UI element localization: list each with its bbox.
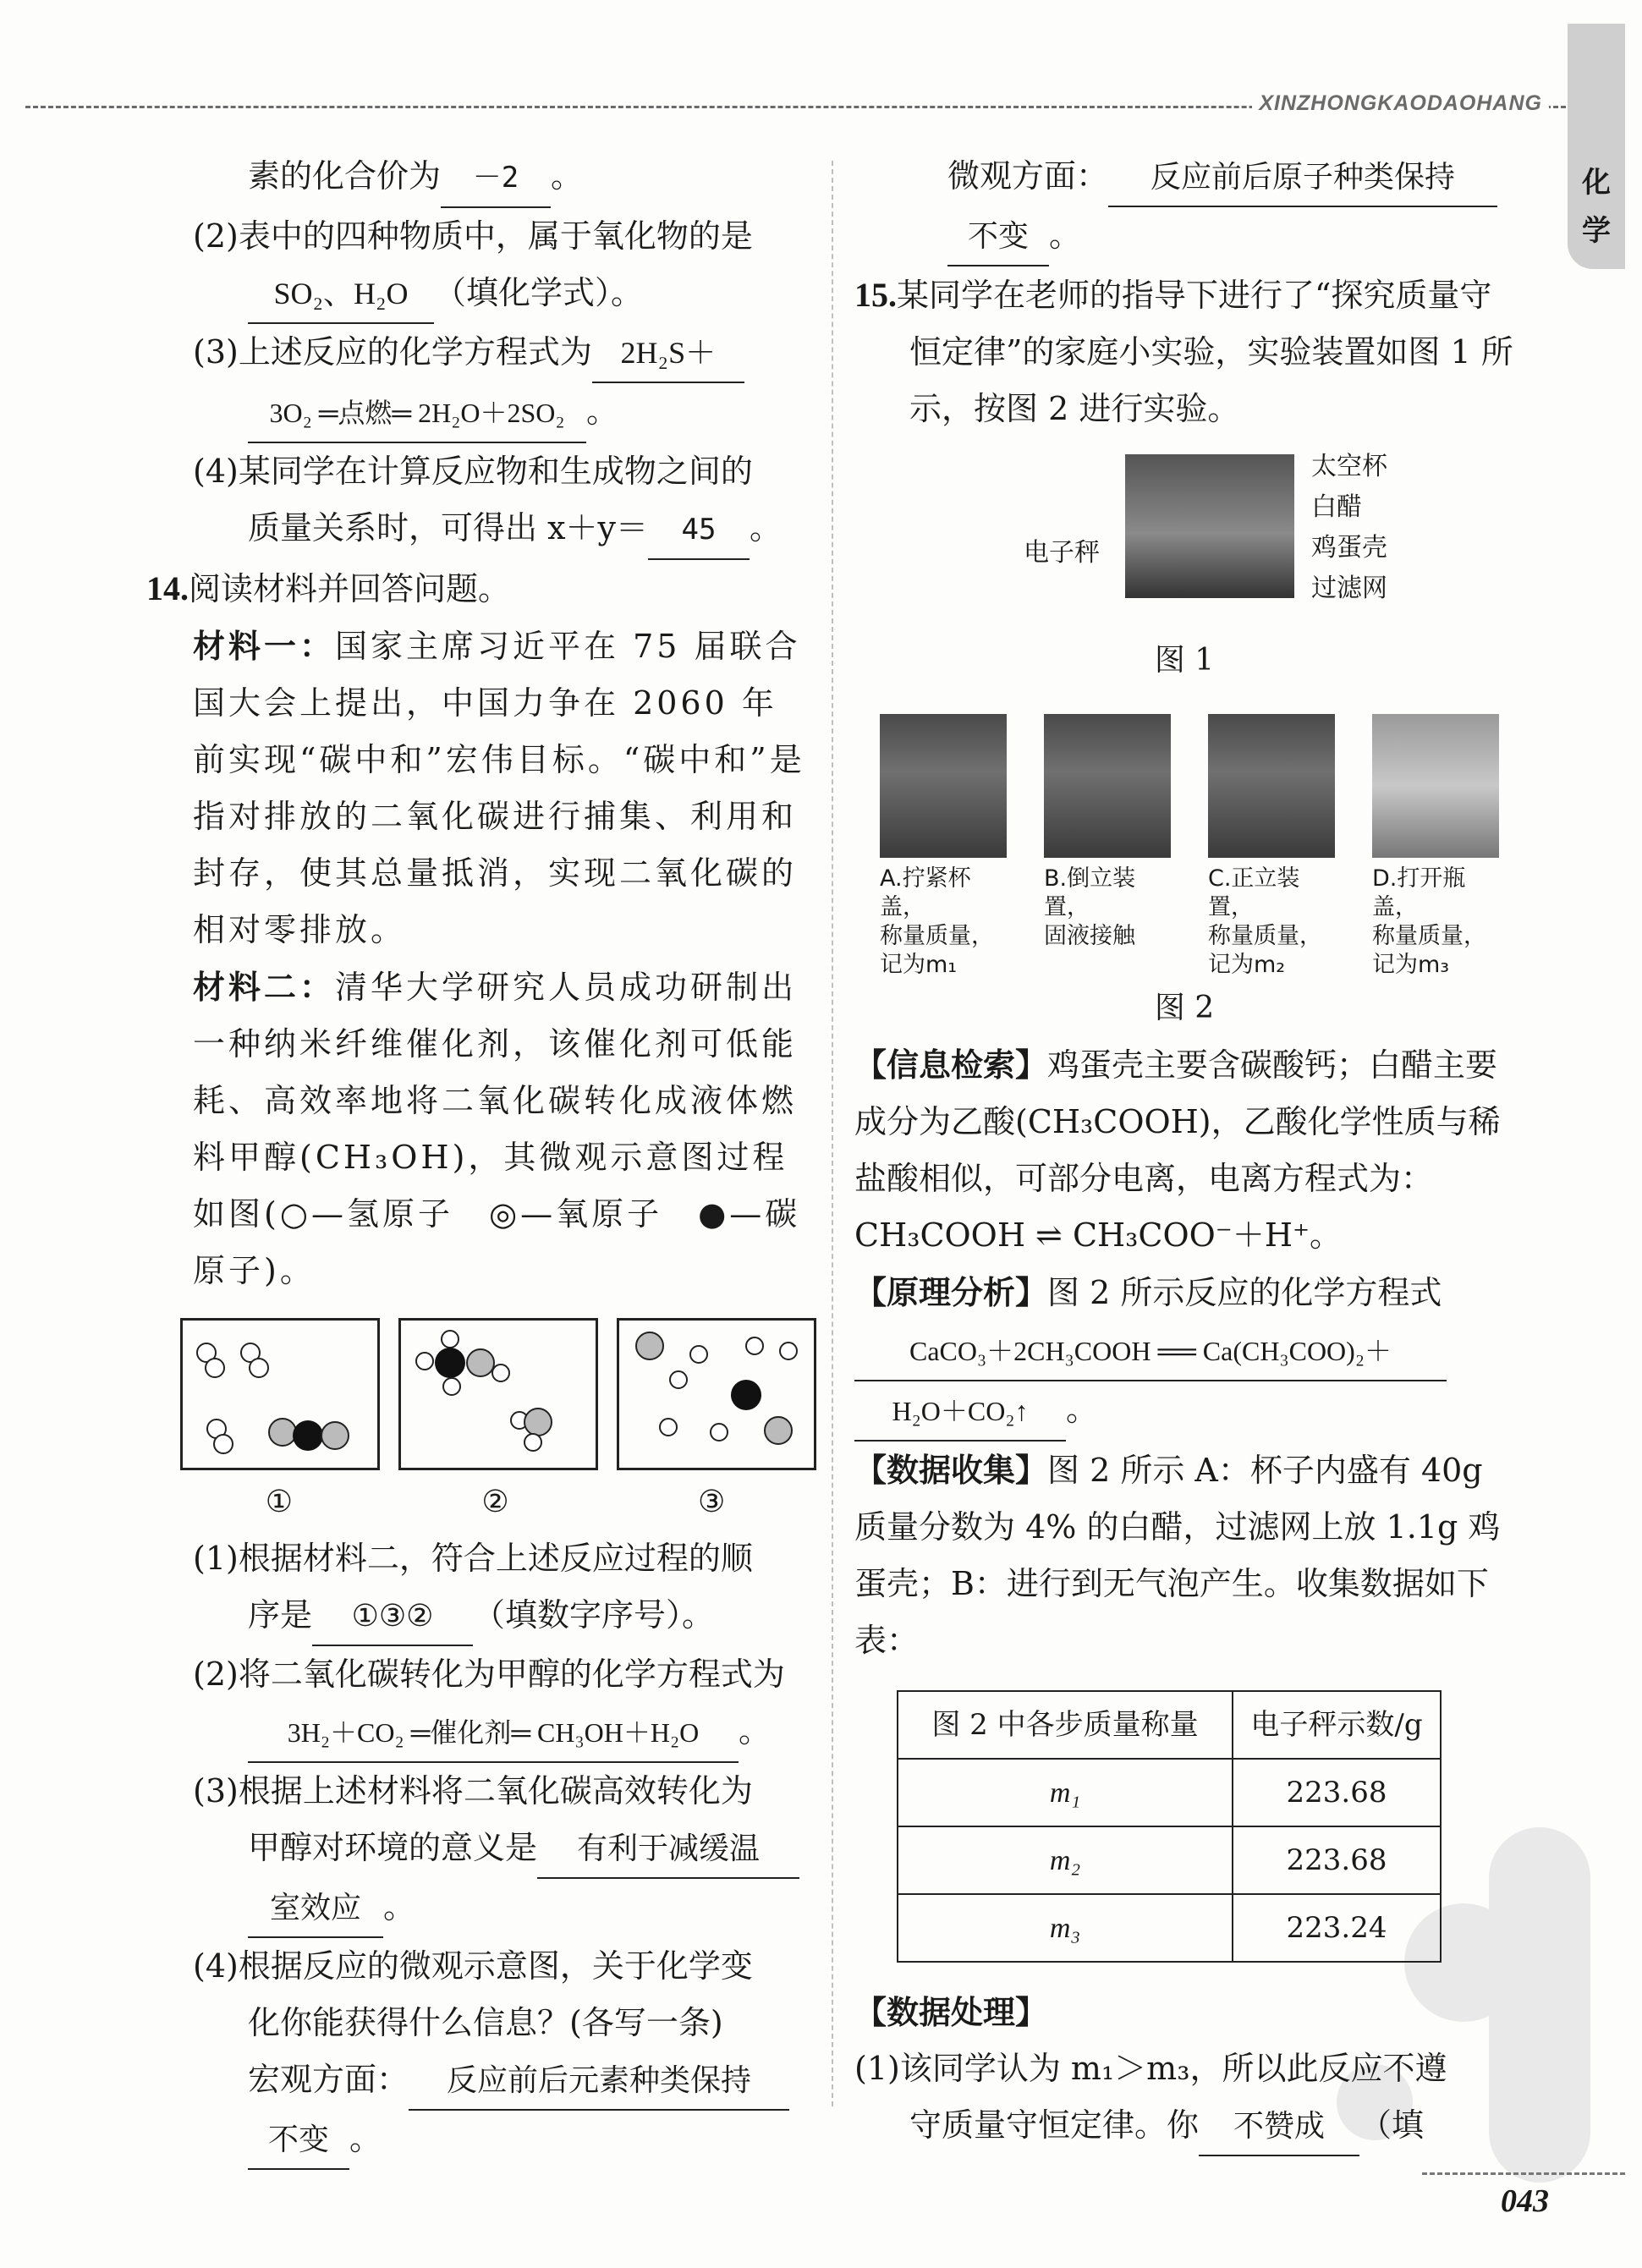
principle-section: 【原理分析】图 2 所示反应的化学方程式 bbox=[854, 1273, 1442, 1311]
q13-3-text: (3)上述反应的化学方程式为 2H₂S＋ bbox=[193, 324, 810, 383]
answer-macro-b: 不变 bbox=[248, 2111, 349, 2170]
diagram-label-3: ③ bbox=[698, 1485, 726, 1519]
fig1-label-vinegar: 白醋 bbox=[1311, 492, 1362, 522]
diagram-label-2: ② bbox=[481, 1485, 509, 1519]
fig1-label-filter: 过滤网 bbox=[1311, 574, 1387, 603]
column-divider bbox=[832, 161, 833, 2106]
answer-xy: 45 bbox=[648, 502, 750, 560]
fig2-photo-b bbox=[1044, 714, 1171, 858]
info-section: 【信息检索】鸡蛋壳主要含碳酸钙；白醋主要成分为乙酸(CH₃COOH)，乙酸化学性质与稀盐酸相似，可部分电离，电离方程式为：CH₃COOH ⇌ CH₃COO⁻＋H⁺。 bbox=[854, 1046, 1501, 1254]
principle-answer-line bbox=[854, 1321, 1514, 1381]
fig2-step-c: C.正立装置， 称量质量， 记为m₂ bbox=[1208, 714, 1343, 980]
fig2-photo-c bbox=[1208, 714, 1335, 858]
footer-rule bbox=[1422, 2172, 1625, 2175]
diagram-box-3 bbox=[617, 1318, 816, 1470]
subject-tab-char-1: 化 bbox=[1582, 166, 1611, 200]
fig2-step-d: D.打开瓶盖， 称量质量， 记为m₃ bbox=[1372, 714, 1507, 980]
answer-micro-a: 反应前后原子种类保持 bbox=[1108, 149, 1497, 207]
principle-answer-line-2: H₂O＋CO₂↑ 。 bbox=[854, 1381, 1514, 1442]
fig2-photo-a bbox=[880, 714, 1007, 858]
collect-section: 【数据收集】图 2 所示 A：杯子内盛有 40g 质量分数为 4% 的白醋，过滤网上放 1.1g 鸡蛋壳；B：进行到无气泡产生。收集数据如下表： bbox=[854, 1451, 1501, 1659]
q13-4-answer-line: 质量关系时，可得出 x＋y＝ 45 。 bbox=[193, 500, 810, 560]
table-header: 图 2 中各步质量称量 bbox=[898, 1691, 1233, 1759]
fig2-photo-d bbox=[1372, 714, 1499, 858]
q14-3-answer-line: 甲醇对环境的意义是 有利于减缓温 bbox=[193, 1820, 810, 1879]
q14-4-macro-line: 宏观方面： 反应前后元素种类保持 bbox=[193, 2051, 810, 2111]
q13-4-text: (4)某同学在计算反应物和生成物之间的 bbox=[193, 453, 753, 490]
answer-reaction-a: CaCO₃＋2CH₃COOH ══ Ca(CH₃COO)₂＋ bbox=[854, 1323, 1447, 1381]
mass-table bbox=[897, 1690, 1442, 1963]
fig1-photo bbox=[1125, 454, 1294, 598]
answer-equation-b: 3O₂ ═点燃═ 2H₂O＋2SO₂ bbox=[248, 385, 586, 443]
subject-tab bbox=[1568, 24, 1625, 269]
q14-3-text: (3)根据上述材料将二氧化碳高效转化为 bbox=[193, 1772, 753, 1809]
q13-2-text: (2)表中的四种物质中，属于氧化物的是 bbox=[193, 217, 753, 255]
q14-3-answer-line-2: 室效应 。 bbox=[193, 1879, 810, 1938]
table-row: m₁ 223.68 bbox=[898, 1759, 1441, 1826]
diagram-label-1: ① bbox=[265, 1485, 293, 1519]
answer-significance-b: 室效应 bbox=[248, 1880, 383, 1938]
fig1-label-cup: 太空杯 bbox=[1311, 452, 1387, 481]
q14-2-answer-line: 3H₂＋CO₂ ═催化剂═ CH₃OH＋H₂O 。 bbox=[193, 1703, 810, 1763]
left-column bbox=[146, 148, 810, 2170]
answer-oxides: SO₂、H₂O bbox=[248, 266, 434, 324]
answer-methanol-equation: 3H₂＋CO₂ ═催化剂═ CH₃OH＋H₂O bbox=[248, 1705, 739, 1763]
right-column bbox=[854, 148, 1514, 2156]
q14-4-micro-line-2: 不变 。 bbox=[854, 207, 1514, 266]
table-row: m₃ 223.24 bbox=[898, 1894, 1441, 1962]
q15-text: 15.某同学在老师的指导下进行了“探究质量守恒定律”的家庭小实验，实验装置如图 1 所示，按图 2 进行实验。 bbox=[854, 276, 1513, 427]
table-header: 电子秤示数/g bbox=[1233, 1691, 1441, 1759]
diagram-labels bbox=[180, 1474, 810, 1530]
material-two: 材料二：清华大学研究人员成功研制出一种纳米纤维催化剂，该催化剂可低能耗、高效率地将二氧化碳转化成液体燃料甲醇(CH₃OH)，其微观示意图过程如图(○—氢原子 ◎—氧原子 ●—碳原子)。 bbox=[193, 968, 801, 1289]
fig1-caption: 图 1 bbox=[1154, 643, 1215, 678]
micro-diagram bbox=[180, 1318, 810, 1470]
material-one: 材料一：国家主席习近平在 75 届联合国大会上提出，中国力争在 2060 年前实现“碳中和”宏伟目标。“碳中和”是指对排放的二氧化碳进行捕集、利用和封存，使其总量抵消，实现二氧化碳的相对零排放。 bbox=[193, 627, 805, 948]
answer-sequence: ①③② bbox=[312, 1588, 473, 1646]
figure-1 bbox=[854, 454, 1514, 632]
q14-title: 14.阅读材料并回答问题。 bbox=[146, 569, 511, 607]
running-title: XINZHONGKAODAOHANG bbox=[1252, 91, 1549, 116]
process-1-text: (1)该同学认为 m₁＞m₃，所以此反应不遵 bbox=[854, 2050, 1447, 2087]
diagram-3-svg bbox=[619, 1321, 814, 1468]
answer-opinion: 不赞成 bbox=[1199, 2098, 1359, 2156]
answer-micro-b: 不变 bbox=[947, 208, 1049, 266]
diagram-box-1 bbox=[180, 1318, 380, 1470]
figure-2 bbox=[854, 714, 1514, 980]
process-label: 【数据处理】 bbox=[854, 1993, 1048, 2031]
q14-4-text: (4)根据反应的微观示意图，关于化学变 bbox=[193, 1947, 753, 1985]
table-row: m₂ 223.68 bbox=[898, 1826, 1441, 1894]
answer-macro-a: 反应前后元素种类保持 bbox=[409, 2052, 789, 2111]
table-header-row bbox=[898, 1691, 1441, 1759]
fig2-step-a: A.拧紧杯盖， 称量质量， 记为m₁ bbox=[880, 714, 1015, 980]
q14-2-text: (2)将二氧化碳转化为甲醇的化学方程式为 bbox=[193, 1656, 785, 1693]
q13-line-valence: 素的化合价为 －2 。 bbox=[193, 148, 810, 208]
q13-2-answer-line: SO₂、H₂O （填化学式）。 bbox=[193, 265, 810, 324]
answer-valence: －2 bbox=[441, 150, 551, 208]
page-number: 043 bbox=[1501, 2183, 1549, 2219]
answer-equation-a: 2H₂S＋ bbox=[592, 325, 744, 383]
process-1-answer-line: 守质量守恒定律。你 不赞成 （填 bbox=[854, 2097, 1514, 2156]
answer-reaction-b: H₂O＋CO₂↑ bbox=[854, 1383, 1066, 1442]
q14-4-text-2: 化你能获得什么信息？(各写一条) bbox=[248, 2004, 723, 2041]
q14-1-text: (1)根据材料二，符合上述反应过程的顺 bbox=[193, 1540, 753, 1577]
fig2-step-b: B.倒立装置， 固液接触 bbox=[1044, 714, 1179, 980]
q13-3-answer-line: 3O₂ ═点燃═ 2H₂O＋2SO₂ 。 bbox=[193, 383, 810, 443]
diagram-box-2 bbox=[398, 1318, 598, 1470]
q14-1-answer-line: 序是 ①③② （填数字序号）。 bbox=[193, 1587, 810, 1646]
diagram-2-svg bbox=[401, 1321, 596, 1468]
diagram-1-svg bbox=[183, 1321, 377, 1468]
fig1-label-eggshell: 鸡蛋壳 bbox=[1311, 533, 1387, 563]
fig1-label-scale: 电子秤 bbox=[1024, 538, 1100, 568]
answer-significance-a: 有利于减缓温 bbox=[537, 1820, 799, 1879]
q14-4-macro-line-2: 不变 。 bbox=[193, 2111, 810, 2170]
subject-tab-char-2: 学 bbox=[1582, 214, 1611, 248]
q14-4-micro-line: 微观方面： 反应前后原子种类保持 bbox=[854, 148, 1514, 207]
fig2-caption: 图 2 bbox=[1154, 991, 1215, 1025]
